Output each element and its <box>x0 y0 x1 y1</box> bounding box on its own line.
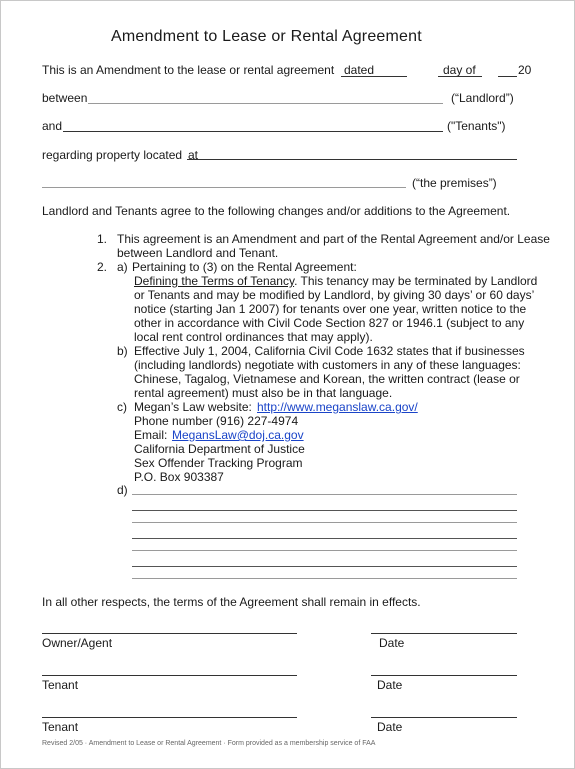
item-2b-label: b) <box>117 344 128 358</box>
item-2b-line-2: (including landlords) negotiate with customers in any of these languages: <box>134 358 521 372</box>
item-2b-line-3: Chinese, Tagalog, Vietnamese and Korean, the written contract (lease or <box>134 372 520 386</box>
tenant-1-date-line[interactable] <box>371 675 517 676</box>
item-1-line-1: This agreement is an Amendment and part of the Rental Agreement and/or Lease <box>117 232 550 246</box>
item-1-line-2: between Landlord and Tenant. <box>117 246 279 260</box>
owner-agent-signature-line[interactable] <box>42 633 297 634</box>
owner-agent-date-line[interactable] <box>371 633 517 634</box>
tenant-2-label: Tenant <box>42 720 79 734</box>
department-name: California Department of Justice <box>134 442 305 456</box>
meganslaw-website-link[interactable]: http://www.meganslaw.ca.gov/ <box>257 400 418 414</box>
tenant-2-date-line[interactable] <box>371 717 517 718</box>
item-2c-label: c) <box>117 400 127 414</box>
item-2a-label: a) <box>117 260 128 274</box>
property-at-label: at <box>188 148 199 162</box>
tenant-2-signature-line[interactable] <box>42 717 297 718</box>
tenant-2-date-label: Date <box>377 720 403 734</box>
item-2d-line-5[interactable] <box>132 550 517 551</box>
po-box: P.O. Box 903387 <box>134 470 224 484</box>
month-blank-line[interactable] <box>498 76 517 77</box>
tenant-1-signature-line[interactable] <box>42 675 297 676</box>
tenants-name-line[interactable] <box>63 131 443 132</box>
item-2a-sub-line-2: or Tenants and may be modified by Landlord, by giving 30 days’ or 60 days’ <box>134 288 535 302</box>
intro-amendment-text: This is an Amendment to the lease or rental agreement <box>42 63 335 77</box>
item-2d-line-3[interactable] <box>132 522 517 523</box>
item-2a-text: Pertaining to (3) on the Rental Agreement: <box>132 260 357 274</box>
dated-blank-line[interactable] <box>341 76 407 77</box>
footer-revision-note: Revised 2/05 · Amendment to Lease or Rental Agreement · Form provided as a membership service of FAA <box>42 740 376 747</box>
dated-label: dated <box>344 63 375 77</box>
property-address-line[interactable] <box>187 159 517 160</box>
item-2a-sub-line-3: notice (starting Jan 1 2007) for tenants over one year, written notice to the <box>134 302 527 316</box>
item-2d-line-2[interactable] <box>132 510 517 511</box>
email-label: Email: <box>134 428 168 442</box>
item-2d-label: d) <box>117 483 128 497</box>
and-label: and <box>42 119 63 133</box>
program-name: Sex Offender Tracking Program <box>134 456 303 470</box>
tenant-1-date-label: Date <box>377 678 403 692</box>
between-label: between <box>42 91 88 105</box>
phone-number: Phone number (916) 227-4974 <box>134 414 299 428</box>
item-2a-sub-line-4: other in accordance with Civil Code Section 827 or 1946.1 (subject to any <box>134 316 525 330</box>
landlord-suffix: (“Landlord”) <box>451 91 514 105</box>
owner-agent-date-label: Date <box>379 636 405 650</box>
day-blank-line[interactable] <box>438 76 482 77</box>
item-2-number: 2. <box>97 260 108 274</box>
year-prefix: 20 <box>518 63 532 77</box>
landlord-name-line[interactable] <box>88 103 443 104</box>
item-2a-sub-line-5: local rent control ordinances that may apply). <box>134 330 373 344</box>
premises-line[interactable] <box>42 187 406 188</box>
item-2a-sub-line-1 <box>134 274 537 288</box>
email-link[interactable]: MegansLaw@doj.ca.gov <box>172 428 304 442</box>
meganslaw-label: Megan’s Law website: <box>134 400 252 414</box>
owner-agent-label: Owner/Agent <box>42 636 113 650</box>
premises-suffix: (“the premises”) <box>412 176 497 190</box>
terms-of-tenancy-heading: Defining the Terms of Tenancy <box>134 274 295 288</box>
item-2d-line-7[interactable] <box>132 578 517 579</box>
item-2d-line-6[interactable] <box>132 566 517 567</box>
item-2b-line-1: Effective July 1, 2004, California Civil Code 1632 states that if businesses <box>134 344 525 358</box>
day-of-label: day of <box>443 63 476 77</box>
item-2a-sub-line-1-text: . This tenancy may be terminated by Landlord <box>294 274 538 288</box>
item-2d-line-1[interactable] <box>132 494 517 495</box>
tenant-1-label: Tenant <box>42 678 79 692</box>
item-2b-line-4: rental agreement) must also be in that language. <box>134 386 393 400</box>
closing-statement: In all other respects, the terms of the Agreement shall remain in effects. <box>42 595 421 609</box>
tenants-suffix: ("Tenants") <box>447 119 506 133</box>
item-1-number: 1. <box>97 232 108 246</box>
changes-intro: Landlord and Tenants agree to the following changes and/or additions to the Agreement. <box>42 204 511 218</box>
property-label: regarding property located <box>42 148 183 162</box>
page-title: Amendment to Lease or Rental Agreement <box>111 28 422 45</box>
item-2d-line-4[interactable] <box>132 538 517 539</box>
